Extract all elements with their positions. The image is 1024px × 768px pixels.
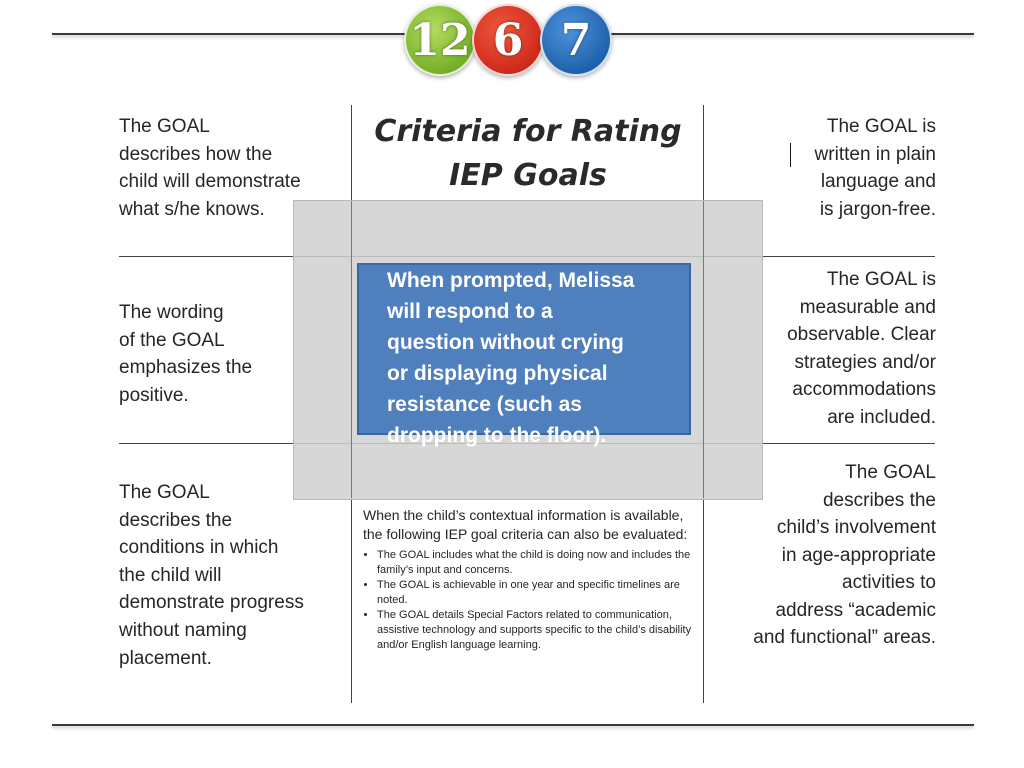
badge-12-label: 12 [409, 14, 471, 66]
badge-7 [540, 4, 612, 76]
goal-example-text: When prompted, Melissa will respond to a question without crying or displaying physical resistance (such as dropping to the floor). [387, 269, 635, 447]
additional-criteria [363, 506, 698, 653]
right-criterion-1: The GOAL is written in plain language and is jargon-free. [814, 116, 936, 220]
badge-6-label: 6 [492, 14, 524, 66]
additional-intro: When the child’s contextual information is available, the following IEP goal criteria can also be evaluated: [363, 507, 688, 542]
badge-7-label: 7 [560, 14, 592, 66]
badge-12 [404, 4, 476, 76]
right-criterion-3: The GOAL describes the child’s involvement in age-appropriate activities to address “academic and functional” areas. [753, 462, 936, 648]
badge-6 [472, 4, 544, 76]
text-cursor [790, 143, 791, 167]
additional-bullet-2: • The GOAL is achievable in one year and specific timelines are noted. [377, 578, 698, 608]
additional-bullet-list [363, 548, 698, 653]
bottom-rule [52, 724, 974, 726]
page-title [352, 110, 704, 198]
right-criterion-2: The GOAL is measurable and observable. Clear strategies and/or accommodations are included. [787, 269, 936, 428]
title-line-2: IEP Goals [449, 158, 607, 193]
overlay-grid-line-right [703, 201, 704, 498]
goal-example-box [357, 263, 691, 447]
left-criterion-2: The wording of the GOAL emphasizes the positive. [119, 302, 253, 406]
left-criterion-3: The GOAL describes the conditions in which the child will demonstrate progress without naming placement. [119, 482, 304, 669]
additional-bullet-1: • The GOAL includes what the child is doing now and includes the family’s input and concerns. [377, 548, 698, 578]
left-criterion-1: The GOAL describes how the child will demonstrate what s/he knows. [119, 116, 301, 220]
additional-bullet-3: • The GOAL details Special Factors related to communication, assistive technology and supports specific to the child’s disability and/or English language learning. [377, 608, 698, 653]
title-line-1: Criteria for Rating [374, 114, 682, 149]
overlay-grid-line-left [351, 201, 352, 498]
